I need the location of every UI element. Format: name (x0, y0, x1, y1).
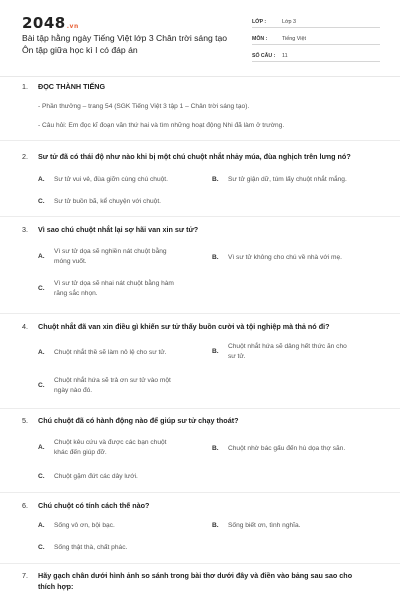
question-line: - Câu hỏi: Em đọc kĩ đoạn văn thứ hai và tìm những hoạt động Nhi đã làm ở trường. (38, 122, 285, 129)
question-1 (22, 82, 382, 132)
question-4 (22, 322, 382, 402)
option-label: C. (38, 198, 45, 205)
option-b[interactable] (212, 175, 382, 187)
option-label: A. (38, 522, 45, 529)
option-text: Sống biết ơn, tình nghĩa. (228, 522, 301, 529)
logo-text: 2048 (22, 14, 66, 32)
option-label: C. (38, 544, 45, 551)
option-text: Sống vô ơn, bội bạc. (54, 522, 115, 529)
meta-value: Lớp 3 (282, 19, 297, 25)
option-text-line2: ngày nào đó. (54, 387, 93, 394)
option-b[interactable] (212, 521, 382, 533)
question-number: 3. (22, 225, 28, 234)
divider (0, 216, 400, 217)
option-label: B. (212, 254, 219, 261)
option-a[interactable] (38, 348, 208, 360)
question-6 (22, 501, 382, 557)
meta-row-count (252, 48, 380, 62)
option-text-line2: răng sắc nhọn. (54, 290, 98, 297)
option-text: Sống thật thà, chất phác. (54, 544, 128, 551)
option-a[interactable] (38, 175, 208, 187)
option-label: A. (38, 253, 45, 260)
question-number: 7. (22, 571, 28, 580)
option-text-line2: móng vuốt. (54, 258, 87, 265)
question-3 (22, 225, 382, 305)
site-logo[interactable] (22, 14, 79, 32)
option-text: Sư tử giận dữ, túm lấy chuột nhắt mắng. (228, 176, 347, 183)
question-text: ĐỌC THÀNH TIẾNG (38, 82, 106, 91)
divider (0, 408, 400, 409)
option-text-line2: sư tử. (228, 353, 246, 360)
meta-value: 11 (282, 53, 288, 59)
question-7 (22, 571, 382, 597)
question-5 (22, 416, 382, 486)
divider (0, 313, 400, 314)
option-label: C. (38, 382, 45, 389)
question-number: 1. (22, 82, 28, 91)
meta-label: SỐ CÂU : (252, 53, 276, 59)
option-label: A. (38, 176, 45, 183)
question-number: 2. (22, 152, 28, 161)
option-text-line1: Chuột nhắt hứa sẽ trả ơn sư tử vào một (54, 377, 171, 384)
option-b[interactable] (212, 444, 382, 456)
divider (0, 563, 400, 564)
option-text-line1: Chuột kêu cứu và được các bạn chuột (54, 439, 167, 446)
page-title: Bài tập hằng ngày Tiếng Việt lớp 3 Chân trời sáng tạo Ôn tập giữa học kì I có đáp án (22, 33, 228, 55)
option-c[interactable] (38, 197, 208, 209)
option-text-line1: Vì sư tử dọa sẽ nhai nát chuột bằng hàm (54, 280, 174, 287)
divider (0, 492, 400, 493)
question-2 (22, 152, 382, 208)
option-label: C. (38, 285, 45, 292)
option-a[interactable] (38, 247, 208, 269)
meta-row-subject (252, 31, 380, 45)
header-divider (0, 76, 400, 77)
option-c[interactable] (38, 472, 208, 484)
question-text: Chú chuột có tính cách thế nào? (38, 501, 150, 510)
option-text: Chuột nhờ bác gấu đến hù dọa thợ săn. (228, 445, 346, 452)
option-text-line1: Vì sư tử dọa sẽ nghiền nát chuột bằng (54, 248, 167, 255)
question-number: 4. (22, 322, 28, 331)
option-c[interactable] (38, 279, 208, 301)
meta-row-class (252, 14, 380, 28)
question-text: Chú chuột đã có hành động nào để giúp sư tử chạy thoát? (38, 416, 239, 425)
option-label: A. (38, 349, 45, 356)
logo-suffix: .vn (66, 23, 79, 30)
option-text: Vì sư tử không cho chú về nhà với mẹ. (228, 254, 342, 261)
option-label: C. (38, 473, 45, 480)
meta-value: Tiếng Việt (282, 36, 306, 42)
question-text: Sư tử đã có thái độ như nào khi bị một chú chuột nhắt nhảy múa, đùa nghịch trên lưng nó? (38, 152, 351, 161)
question-text-line2: thích hợp: (38, 582, 74, 591)
meta-label: LỚP : (252, 19, 267, 25)
option-text: Chuột gặm đứt các dây lưới. (54, 473, 138, 480)
option-text: Chuột nhắt thề sẽ làm nô lệ cho sư tử. (54, 349, 167, 356)
option-c[interactable] (38, 376, 208, 398)
option-text-line2: khác đến giúp đỡ. (54, 449, 107, 456)
option-b[interactable] (212, 253, 382, 265)
option-c[interactable] (38, 543, 208, 555)
option-label: B. (212, 348, 219, 355)
meta-table (252, 14, 380, 65)
divider (0, 140, 400, 141)
option-label: A. (38, 444, 45, 451)
question-text: Vì sao chú chuột nhắt lại sợ hãi van xin sư tử? (38, 225, 199, 234)
option-b[interactable] (212, 342, 382, 364)
question-text-line1: Hãy gạch chân dưới hình ảnh so sánh trong bài thơ dưới đây và điền vào bảng sau sao cho (38, 571, 353, 580)
question-text: Chuột nhắt đã van xin điều gì khiến sư tử thấy buồn cười và tội nghiệp mà thả nó đi? (38, 322, 330, 331)
meta-label: MÔN : (252, 36, 268, 42)
option-label: B. (212, 176, 219, 183)
option-a[interactable] (38, 438, 208, 460)
option-label: B. (212, 445, 219, 452)
option-text-line1: Chuột nhắt hứa sẽ dâng hết thức ăn cho (228, 343, 347, 350)
option-text: Sư tử buồn bã, kể chuyện với chuột. (54, 198, 161, 205)
question-number: 6. (22, 501, 28, 510)
option-text: Sư tử vui vẻ, đùa giỡn cùng chú chuột. (54, 176, 168, 183)
question-line: - Phần thưởng – trang 54 (SGK Tiếng Việt 3 tập 1 – Chân trời sáng tạo). (38, 103, 250, 110)
question-number: 5. (22, 416, 28, 425)
document-header (0, 0, 400, 70)
option-a[interactable] (38, 521, 208, 533)
option-label: B. (212, 522, 219, 529)
